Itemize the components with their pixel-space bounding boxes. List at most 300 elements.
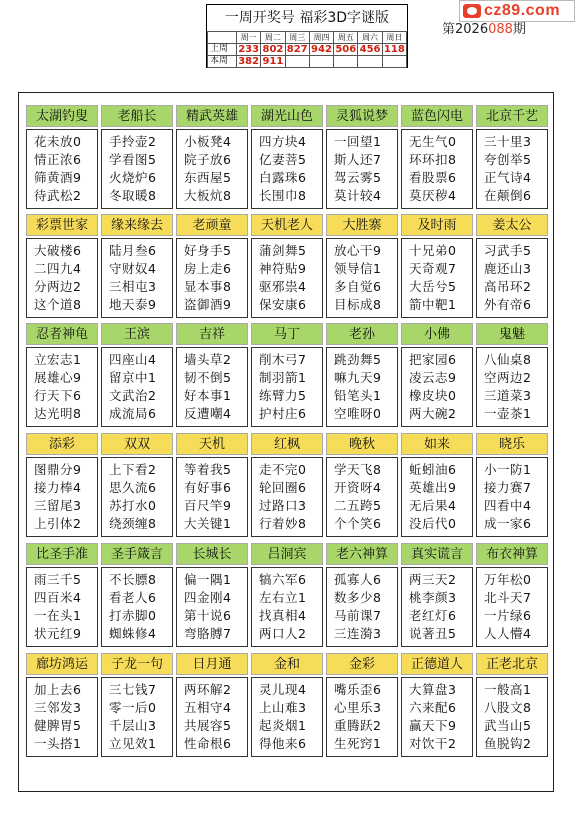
riddle-author: 马丁 xyxy=(251,323,323,345)
riddle-body xyxy=(101,238,173,318)
riddle-author: 老顽童 xyxy=(176,214,248,236)
riddle-line: 一片绿6 xyxy=(484,608,532,623)
riddle-line: 看股票6 xyxy=(409,170,457,185)
riddle-line: 灵儿现4 xyxy=(259,682,307,697)
riddle-line: 展雄心9 xyxy=(34,370,82,385)
riddle-body xyxy=(176,129,248,209)
riddle-author: 布衣神算 xyxy=(476,543,548,565)
riddle-body xyxy=(26,457,98,537)
riddle-author: 大胜寨 xyxy=(326,214,398,236)
riddle-line: 这个道8 xyxy=(34,297,82,312)
riddle-line: 一在头1 xyxy=(34,608,82,623)
site-logo[interactable] xyxy=(459,0,575,22)
riddle-body xyxy=(476,677,548,757)
riddle-author: 及时雨 xyxy=(401,214,473,236)
riddle-body xyxy=(176,238,248,318)
riddle-line: 不长膘8 xyxy=(109,572,157,587)
draw-number: 827 xyxy=(286,44,308,55)
riddle-card xyxy=(401,433,473,537)
riddle-line: 立见效1 xyxy=(109,736,157,751)
riddle-body xyxy=(401,129,473,209)
riddle-line: 生死窍1 xyxy=(334,736,382,751)
riddle-card xyxy=(476,433,548,537)
riddle-line: 行天下6 xyxy=(34,388,82,403)
riddle-card xyxy=(176,433,248,537)
riddle-author: 蓝色闪电 xyxy=(401,105,473,127)
riddle-author: 廊坊鸿运 xyxy=(26,653,98,675)
riddle-line: 无生气0 xyxy=(409,134,457,149)
draw-number: 118 xyxy=(383,44,405,55)
riddle-line: 天奇观7 xyxy=(409,261,457,276)
riddle-line: 上山难3 xyxy=(259,700,307,715)
riddle-card xyxy=(176,653,248,757)
day-label: 周四 xyxy=(309,32,333,44)
riddle-author: 湖光山色 xyxy=(251,105,323,127)
day-label: 周六 xyxy=(358,32,382,44)
riddle-line: 嘴乐歪6 xyxy=(334,682,382,697)
riddle-author: 天机老人 xyxy=(251,214,323,236)
riddle-card xyxy=(101,433,173,537)
draw-results-box xyxy=(206,4,408,68)
riddle-line: 老红灯6 xyxy=(409,608,457,623)
riddle-line: 四方块4 xyxy=(259,134,307,149)
riddle-line: 二四九4 xyxy=(34,261,82,276)
riddle-author: 长城长 xyxy=(176,543,248,565)
riddle-card xyxy=(326,323,398,427)
riddle-panel xyxy=(18,92,554,792)
riddle-body xyxy=(251,238,323,318)
riddle-line: 韧不倒5 xyxy=(184,370,232,385)
riddle-author: 老孙 xyxy=(326,323,398,345)
riddle-line: 打赤脚0 xyxy=(109,608,157,623)
header-title: 一周开奖号 福彩3D字谜版 xyxy=(207,5,407,32)
riddle-line: 橡皮块0 xyxy=(409,388,457,403)
riddle-line: 守财奴4 xyxy=(109,261,157,276)
riddle-line: 立宏志1 xyxy=(34,352,82,367)
riddle-body xyxy=(326,677,398,757)
riddle-line: 人人懵4 xyxy=(484,626,532,641)
riddle-line: 桃李颜3 xyxy=(409,590,457,605)
riddle-line: 绕颈缠8 xyxy=(109,516,157,531)
riddle-line: 莫厌秽4 xyxy=(409,188,457,203)
draw-number: 506 xyxy=(335,44,357,55)
riddle-card xyxy=(251,105,323,209)
draw-number: 233 xyxy=(238,44,260,55)
riddle-line: 护村庄6 xyxy=(259,406,307,421)
riddle-line: 待武松2 xyxy=(34,188,82,203)
riddle-line: 武当山5 xyxy=(484,718,532,733)
riddle-line: 斯人还7 xyxy=(334,152,382,167)
riddle-line: 有好事6 xyxy=(184,480,232,495)
riddle-line: 目标成8 xyxy=(334,297,382,312)
draw-number xyxy=(334,56,358,68)
riddle-line: 多自觉6 xyxy=(334,279,382,294)
riddle-line: 百尺竿9 xyxy=(184,498,232,513)
riddle-line: 弯胳膊7 xyxy=(184,626,232,641)
riddle-line: 四看中4 xyxy=(484,498,532,513)
riddle-author: 姜太公 xyxy=(476,214,548,236)
riddle-line: 个个笑6 xyxy=(334,516,382,531)
riddle-line: 成流局6 xyxy=(109,406,157,421)
riddle-card xyxy=(176,543,248,647)
riddle-card xyxy=(326,105,398,209)
riddle-card xyxy=(401,214,473,318)
riddle-line: 院子放6 xyxy=(184,152,232,167)
riddle-line: 空唯呀0 xyxy=(334,406,382,421)
day-label: 周五 xyxy=(334,32,358,44)
riddle-line: 千层山3 xyxy=(109,718,157,733)
riddle-row xyxy=(26,543,550,649)
riddle-author: 金和 xyxy=(251,653,323,675)
riddle-card xyxy=(176,323,248,427)
riddle-line: 思久流6 xyxy=(109,480,157,495)
riddle-line: 接力赛7 xyxy=(484,480,532,495)
riddle-body xyxy=(476,567,548,647)
riddle-line: 三七钱7 xyxy=(109,682,157,697)
riddle-author: 老六神算 xyxy=(326,543,398,565)
riddle-line: 苏打水0 xyxy=(109,498,157,513)
logo-icon xyxy=(463,4,481,18)
riddle-card xyxy=(401,653,473,757)
riddle-line: 一壶茶1 xyxy=(484,406,532,421)
riddle-line: 鹿还山3 xyxy=(484,261,532,276)
riddle-line: 开资呀4 xyxy=(334,480,382,495)
riddle-body xyxy=(326,457,398,537)
riddle-body xyxy=(476,238,548,318)
riddle-author: 缘来缘去 xyxy=(101,214,173,236)
riddle-body xyxy=(326,238,398,318)
this-week-row xyxy=(208,56,407,68)
day-label: 周三 xyxy=(285,32,309,44)
riddle-body xyxy=(176,457,248,537)
riddle-body xyxy=(401,677,473,757)
riddle-line: 把家园6 xyxy=(409,352,457,367)
riddle-card xyxy=(251,653,323,757)
day-label: 周一 xyxy=(237,32,261,44)
riddle-line: 三道菜3 xyxy=(484,388,532,403)
riddle-line: 放心干9 xyxy=(334,243,382,258)
riddle-body xyxy=(401,347,473,427)
riddle-body xyxy=(326,129,398,209)
riddle-line: 环环扣8 xyxy=(409,152,457,167)
riddle-line: 驱邪祟4 xyxy=(259,279,307,294)
riddle-line: 赢天下9 xyxy=(409,718,457,733)
riddle-line: 墙头草2 xyxy=(184,352,232,367)
riddle-line: 心里乐3 xyxy=(334,700,382,715)
riddle-line: 万年松0 xyxy=(484,572,532,587)
riddle-body xyxy=(326,567,398,647)
riddle-card xyxy=(401,543,473,647)
riddle-body xyxy=(101,677,173,757)
riddle-line: 凌云志9 xyxy=(409,370,457,385)
riddle-line: 制羽箭1 xyxy=(259,370,307,385)
riddle-line: 一般高1 xyxy=(484,682,532,697)
riddle-author: 北京千艺 xyxy=(476,105,548,127)
riddle-line: 白露珠6 xyxy=(259,170,307,185)
riddle-line: 领导信1 xyxy=(334,261,382,276)
riddle-line: 起炎烟1 xyxy=(259,718,307,733)
riddle-line: 上下看2 xyxy=(109,462,157,477)
riddle-author: 小佛 xyxy=(401,323,473,345)
riddle-author: 双双 xyxy=(101,433,173,455)
riddle-body xyxy=(401,567,473,647)
riddle-line: 大关键1 xyxy=(184,516,232,531)
riddle-card xyxy=(26,653,98,757)
riddle-line: 削木弓7 xyxy=(259,352,307,367)
riddle-line: 对饮干2 xyxy=(409,736,457,751)
riddle-line: 状元红9 xyxy=(34,626,82,641)
riddle-line: 铅笔头1 xyxy=(334,388,382,403)
riddle-card xyxy=(26,214,98,318)
riddle-line: 说著丑5 xyxy=(409,626,457,641)
riddle-body xyxy=(176,677,248,757)
riddle-row xyxy=(26,433,550,539)
riddle-line: 五相守4 xyxy=(184,700,232,715)
riddle-line: 夸创举5 xyxy=(484,152,532,167)
riddle-line: 陆月叁6 xyxy=(109,243,157,258)
riddle-line: 亿妻菩5 xyxy=(259,152,307,167)
riddle-author: 比圣手准 xyxy=(26,543,98,565)
riddle-card xyxy=(476,323,548,427)
riddle-line: 三留尾3 xyxy=(34,498,82,513)
riddle-line: 蒲剑舞5 xyxy=(259,243,307,258)
riddle-author: 圣手箴言 xyxy=(101,543,173,565)
issue-number: 088 xyxy=(488,22,513,37)
riddle-line: 蚯蚓油6 xyxy=(409,462,457,477)
riddle-body xyxy=(101,347,173,427)
riddle-line: 二五跨5 xyxy=(334,498,382,513)
riddle-line: 显本事8 xyxy=(184,279,232,294)
riddle-line: 习武手5 xyxy=(484,243,532,258)
riddle-line: 三连漪3 xyxy=(334,626,382,641)
riddle-body xyxy=(251,567,323,647)
riddle-card xyxy=(251,433,323,537)
riddle-author: 老船长 xyxy=(101,105,173,127)
riddle-line: 没后代0 xyxy=(409,516,457,531)
draw-number: 382 xyxy=(238,56,260,67)
riddle-body xyxy=(176,347,248,427)
riddle-line: 小一防1 xyxy=(484,462,532,477)
riddle-line: 火烧炉6 xyxy=(109,170,157,185)
riddle-line: 好身手5 xyxy=(184,243,232,258)
riddle-body xyxy=(26,238,98,318)
riddle-line: 马前课7 xyxy=(334,608,382,623)
riddle-body xyxy=(401,238,473,318)
issue-prefix: 第2026 xyxy=(442,22,489,37)
riddle-line: 鱼脱钩2 xyxy=(484,736,532,751)
riddle-card xyxy=(176,214,248,318)
riddle-line: 大板炕8 xyxy=(184,188,232,203)
riddle-author: 正老北京 xyxy=(476,653,548,675)
day-label: 周二 xyxy=(261,32,285,44)
riddle-line: 学看图5 xyxy=(109,152,157,167)
riddle-line: 情正浓6 xyxy=(34,152,82,167)
riddle-line: 正气诗4 xyxy=(484,170,532,185)
riddle-line: 六来配6 xyxy=(409,700,457,715)
riddle-body xyxy=(401,457,473,537)
riddle-line: 加上去6 xyxy=(34,682,82,697)
riddle-line: 第十说6 xyxy=(184,608,232,623)
riddle-card xyxy=(476,214,548,318)
riddle-line: 跳劲舞5 xyxy=(334,352,382,367)
riddle-line: 轮回圈6 xyxy=(259,480,307,495)
riddle-line: 练臂力5 xyxy=(259,388,307,403)
riddle-author: 忍者神龟 xyxy=(26,323,98,345)
riddle-line: 左右立1 xyxy=(259,590,307,605)
riddle-line: 两三天2 xyxy=(409,572,457,587)
riddle-body xyxy=(101,129,173,209)
riddle-card xyxy=(326,433,398,537)
draw-number xyxy=(382,56,406,68)
riddle-line: 大算盘3 xyxy=(409,682,457,697)
day-label: 周日 xyxy=(382,32,406,44)
riddle-line: 性命根6 xyxy=(184,736,232,751)
riddle-line: 冬取暖8 xyxy=(109,188,157,203)
riddle-author: 日月通 xyxy=(176,653,248,675)
riddle-author: 王滨 xyxy=(101,323,173,345)
riddle-author: 天机 xyxy=(176,433,248,455)
riddle-card xyxy=(326,214,398,318)
riddle-line: 成一家6 xyxy=(484,516,532,531)
riddle-body xyxy=(326,347,398,427)
riddle-author: 正德道人 xyxy=(401,653,473,675)
last-week-row xyxy=(208,44,407,56)
riddle-line: 十兄弟0 xyxy=(409,243,457,258)
riddle-line: 看老人6 xyxy=(109,590,157,605)
draw-number xyxy=(358,56,382,68)
riddle-line: 过路口3 xyxy=(259,498,307,513)
riddle-line: 留京中1 xyxy=(109,370,157,385)
riddle-card xyxy=(26,543,98,647)
riddle-card xyxy=(101,543,173,647)
riddle-author: 添彩 xyxy=(26,433,98,455)
riddle-author: 灵狐说梦 xyxy=(326,105,398,127)
draw-number: 911 xyxy=(262,56,284,67)
riddle-line: 大岳兮5 xyxy=(409,279,457,294)
riddle-line: 手拎壶2 xyxy=(109,134,157,149)
riddle-line: 走不完0 xyxy=(259,462,307,477)
riddle-line: 行着妙8 xyxy=(259,516,307,531)
riddle-body xyxy=(251,677,323,757)
riddle-author: 金彩 xyxy=(326,653,398,675)
riddle-body xyxy=(26,677,98,757)
last-week-label: 上周 xyxy=(208,44,237,56)
riddle-line: 两大碗2 xyxy=(409,406,457,421)
riddle-line: 大破楼6 xyxy=(34,243,82,258)
riddle-line: 两环解2 xyxy=(184,682,232,697)
riddle-line: 外有帝6 xyxy=(484,297,532,312)
riddle-body xyxy=(101,457,173,537)
riddle-card xyxy=(401,323,473,427)
riddle-line: 零一后0 xyxy=(109,700,157,715)
riddle-line: 地天泰9 xyxy=(109,297,157,312)
riddle-line: 长围巾8 xyxy=(259,188,307,203)
riddle-body xyxy=(26,129,98,209)
riddle-body xyxy=(251,347,323,427)
riddle-body xyxy=(476,457,548,537)
riddle-line: 高吊环2 xyxy=(484,279,532,294)
riddle-line: 找真相4 xyxy=(259,608,307,623)
riddle-card xyxy=(476,105,548,209)
riddle-card xyxy=(101,105,173,209)
riddle-card xyxy=(401,105,473,209)
riddle-line: 筛黄酒9 xyxy=(34,170,82,185)
draw-number xyxy=(285,56,309,68)
riddle-line: 好本事1 xyxy=(184,388,232,403)
riddle-author: 吉祥 xyxy=(176,323,248,345)
riddle-row xyxy=(26,105,550,211)
riddle-line: 箭中靶1 xyxy=(409,297,457,312)
riddle-line: 北斗天7 xyxy=(484,590,532,605)
riddle-line: 偏一隅1 xyxy=(184,572,232,587)
riddle-line: 学天飞8 xyxy=(334,462,382,477)
riddle-line: 数多少8 xyxy=(334,590,382,605)
riddle-card xyxy=(26,433,98,537)
logo-text: cz89.com xyxy=(484,2,561,19)
riddle-row xyxy=(26,323,550,429)
issue-suffix: 期 xyxy=(512,22,526,37)
riddle-card xyxy=(251,323,323,427)
riddle-line: 八仙桌8 xyxy=(484,352,532,367)
riddle-line: 图鼎分9 xyxy=(34,462,82,477)
this-week-label: 本周 xyxy=(208,56,237,68)
riddle-line: 无后果4 xyxy=(409,498,457,513)
riddle-body xyxy=(26,567,98,647)
draw-number: 802 xyxy=(262,44,284,55)
riddle-card xyxy=(101,214,173,318)
days-row xyxy=(208,32,407,44)
riddle-body xyxy=(476,347,548,427)
riddle-author: 彩票世家 xyxy=(26,214,98,236)
riddle-author: 真实谎言 xyxy=(401,543,473,565)
riddle-card xyxy=(326,653,398,757)
riddle-card xyxy=(26,323,98,427)
riddle-line: 接力棒4 xyxy=(34,480,82,495)
riddle-author: 吕洞宾 xyxy=(251,543,323,565)
draw-number: 456 xyxy=(359,44,381,55)
riddle-line: 蜘蛛修4 xyxy=(109,626,157,641)
riddle-author: 子龙一句 xyxy=(101,653,173,675)
riddle-line: 东西屋5 xyxy=(184,170,232,185)
riddle-line: 达光明8 xyxy=(34,406,82,421)
riddle-card xyxy=(476,653,548,757)
riddle-author: 精武英雄 xyxy=(176,105,248,127)
riddle-line: 四金刚4 xyxy=(184,590,232,605)
riddle-line: 四百米4 xyxy=(34,590,82,605)
riddle-card xyxy=(101,323,173,427)
riddle-line: 花未放0 xyxy=(34,134,82,149)
riddle-line: 保安康6 xyxy=(259,297,307,312)
riddle-line: 反遭嘲4 xyxy=(184,406,232,421)
riddle-body xyxy=(176,567,248,647)
riddle-line: 驾云雾5 xyxy=(334,170,382,185)
riddle-line: 小板凳4 xyxy=(184,134,232,149)
riddle-card xyxy=(476,543,548,647)
riddle-author: 晓乐 xyxy=(476,433,548,455)
riddle-card xyxy=(251,543,323,647)
riddle-body xyxy=(251,129,323,209)
riddle-body xyxy=(476,129,548,209)
draw-number: 942 xyxy=(311,44,332,55)
riddle-card xyxy=(26,105,98,209)
riddle-line: 得他来6 xyxy=(259,736,307,751)
riddle-author: 晚秋 xyxy=(326,433,398,455)
riddle-body xyxy=(251,457,323,537)
riddle-line: 两口人2 xyxy=(259,626,307,641)
riddle-line: 等着我5 xyxy=(184,462,232,477)
riddle-author: 太湖钓叟 xyxy=(26,105,98,127)
riddle-line: 三邻发3 xyxy=(34,700,82,715)
